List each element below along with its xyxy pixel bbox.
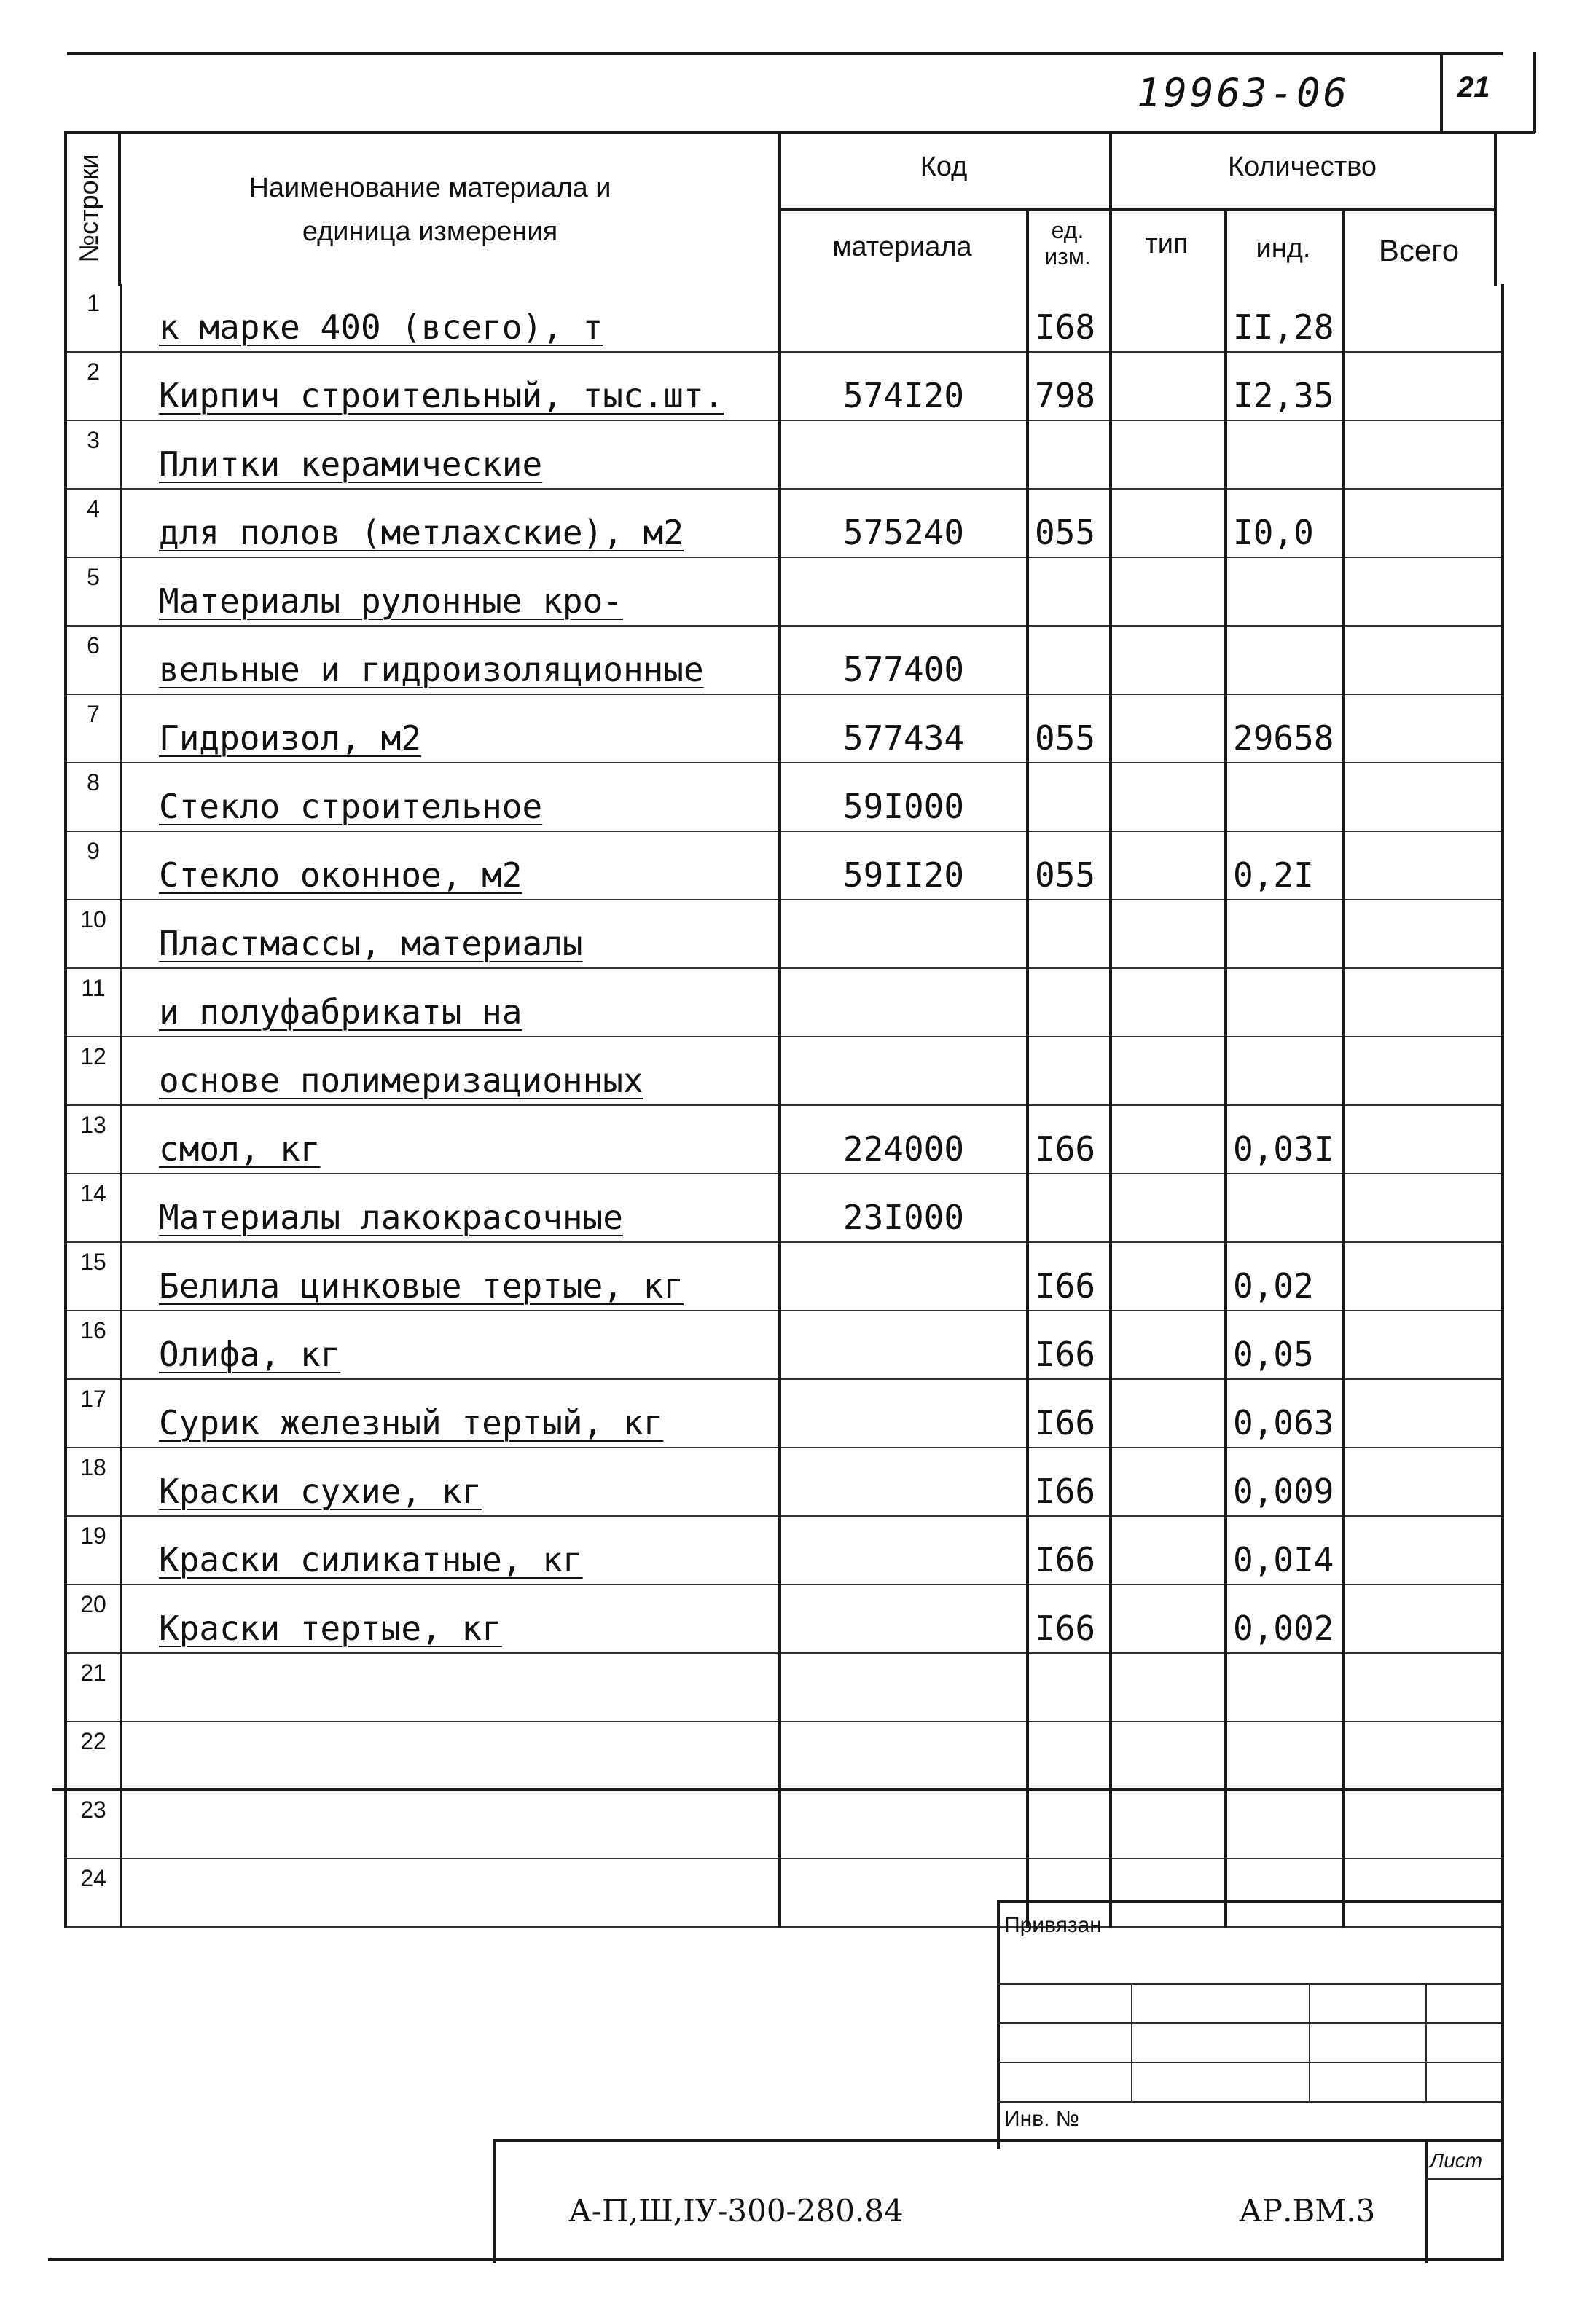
total-quantity-cell [1344, 1585, 1503, 1653]
material-code-cell [780, 1790, 1028, 1858]
sheet-number-box-right [1533, 52, 1536, 133]
type-quantity-cell [1111, 694, 1226, 763]
material-name-cell [121, 1653, 780, 1722]
type-quantity-cell [1111, 352, 1226, 420]
table-row [66, 420, 1503, 489]
row-number-cell: 24 [66, 1858, 121, 1927]
ind-quantity-cell [1226, 1037, 1344, 1105]
unit-code-cell: I66 [1028, 1379, 1111, 1448]
row-number-cell: 23 [66, 1790, 121, 1858]
row-number-cell: 13 [66, 1105, 121, 1174]
material-name-cell: к марке 400 (всего), т [121, 284, 780, 352]
total-quantity-cell [1344, 1379, 1503, 1448]
type-quantity-cell [1111, 420, 1226, 489]
bottom-block-left-line [493, 2139, 496, 2263]
type-quantity-cell [1111, 557, 1226, 626]
sheet-number: 21 [1457, 71, 1490, 103]
table-row [66, 1653, 1503, 1722]
row-number-cell: 1 [66, 284, 121, 352]
material-code-cell: 577434 [780, 694, 1028, 763]
material-name-cell: и полуфабрикаты на [121, 968, 780, 1037]
total-quantity-cell [1344, 694, 1503, 763]
material-code-cell [780, 1037, 1028, 1105]
type-quantity-cell [1111, 1516, 1226, 1585]
header-top-line [66, 131, 1535, 134]
material-code-cell [780, 420, 1028, 489]
unit-code-cell: 055 [1028, 489, 1111, 557]
table-row [66, 626, 1503, 694]
ind-quantity-cell [1226, 1722, 1344, 1790]
row-number-cell: 3 [66, 420, 121, 489]
table-row [66, 1037, 1503, 1105]
material-code-cell: 577400 [780, 626, 1028, 694]
total-quantity-cell [1344, 1448, 1503, 1516]
material-name-cell: Стекло строительное [121, 763, 780, 831]
material-name-cell: Пластмассы, материалы [121, 900, 780, 968]
unit-code-cell [1028, 1653, 1111, 1722]
stamp-left-line [997, 1901, 1000, 2149]
unit-code-cell: I66 [1028, 1516, 1111, 1585]
total-quantity-cell [1344, 557, 1503, 626]
total-quantity-cell [1344, 1858, 1503, 1927]
material-code-cell [780, 1653, 1028, 1722]
total-quantity-cell [1344, 1722, 1503, 1790]
total-quantity-cell [1344, 1311, 1503, 1379]
material-code-cell: 59II20 [780, 831, 1028, 900]
row-number-cell: 15 [66, 1242, 121, 1311]
ind-quantity-cell [1226, 763, 1344, 831]
material-name-cell: Кирпич строительный, тыс.шт. [121, 352, 780, 420]
material-name-cell: Олифа, кг [121, 1311, 780, 1379]
type-quantity-cell [1111, 1448, 1226, 1516]
table-row [66, 831, 1503, 900]
document-code: АР.ВМ.3 [1239, 2193, 1376, 2229]
table-row [66, 352, 1503, 420]
type-quantity-header: тип [1145, 229, 1189, 259]
type-quantity-cell [1111, 763, 1226, 831]
unit-code-cell [1028, 420, 1111, 489]
header-mid-line [778, 208, 1497, 211]
total-quantity-cell [1344, 1037, 1503, 1105]
table-row [66, 1379, 1503, 1448]
row-number-cell: 11 [66, 968, 121, 1037]
unit-code-cell: I68 [1028, 284, 1111, 352]
table-row [66, 284, 1503, 352]
unit-code-cell [1028, 900, 1111, 968]
unit-code-cell: I66 [1028, 1311, 1111, 1379]
ind-quantity-cell [1226, 900, 1344, 968]
ind-quantity-cell: II,28 [1226, 284, 1344, 352]
material-name-cell: Белила цинковые тертые, кг [121, 1242, 780, 1311]
material-name-cell: для полов (метлахские), м2 [121, 489, 780, 557]
ind-quantity-cell [1226, 1653, 1344, 1722]
total-quantity-cell [1344, 284, 1503, 352]
row-number-cell: 22 [66, 1722, 121, 1790]
material-name-cell: основе полимеризационных [121, 1037, 780, 1105]
quantity-column-header: Количество [1227, 152, 1377, 182]
table-row [66, 1174, 1503, 1242]
row-number-cell: 12 [66, 1037, 121, 1105]
row-number-cell: 21 [66, 1653, 121, 1722]
inventory-number-label: Инв. № [1004, 2107, 1079, 2131]
total-quantity-cell [1344, 1242, 1503, 1311]
stamp-grid-col-3 [1425, 1983, 1427, 2101]
bottom-frame-line [48, 2258, 1504, 2261]
material-name-cell [121, 1790, 780, 1858]
ind-quantity-cell: 0,02 [1226, 1242, 1344, 1311]
table-row [66, 1790, 1503, 1858]
type-quantity-cell [1111, 1311, 1226, 1379]
total-quantity-cell [1344, 420, 1503, 489]
sheet-box-left-line [1425, 2139, 1428, 2263]
table-row [66, 1858, 1503, 1927]
type-quantity-cell [1111, 1722, 1226, 1790]
type-quantity-cell [1111, 1242, 1226, 1311]
row-number-cell: 6 [66, 626, 121, 694]
type-quantity-cell [1111, 831, 1226, 900]
total-quantity-cell [1344, 831, 1503, 900]
ind-quantity-cell: 0,063 [1226, 1379, 1344, 1448]
row-number-cell: 17 [66, 1379, 121, 1448]
linked-label: Привязан [1004, 1913, 1102, 1937]
unit-code-cell [1028, 1174, 1111, 1242]
table-row [66, 694, 1503, 763]
unit-code-header: ед. изм. [1044, 217, 1091, 270]
ind-quantity-cell: 0,002 [1226, 1585, 1344, 1653]
table-row [66, 1448, 1503, 1516]
material-code-cell [780, 1858, 1028, 1927]
row-number-cell: 2 [66, 352, 121, 420]
ind-quantity-cell: 29658 [1226, 694, 1344, 763]
table-row [66, 1722, 1503, 1790]
stamp-top-line [997, 1900, 1503, 1903]
ind-quantity-cell: I0,0 [1226, 489, 1344, 557]
material-code-cell [780, 557, 1028, 626]
type-quantity-cell [1111, 1653, 1226, 1722]
material-code-cell [780, 1516, 1028, 1585]
ind-quantity-cell: 0,009 [1226, 1448, 1344, 1516]
type-quantity-cell [1111, 968, 1226, 1037]
material-code-cell: 23I000 [780, 1174, 1028, 1242]
material-code-cell: 224000 [780, 1105, 1028, 1174]
row-number-cell: 9 [66, 831, 121, 900]
row-number-cell: 5 [66, 557, 121, 626]
stamp-grid-col-1 [1131, 1983, 1132, 2101]
material-name-cell: вельные и гидроизоляционные [121, 626, 780, 694]
table-row [66, 1585, 1503, 1653]
row-number-cell: 16 [66, 1311, 121, 1379]
type-quantity-cell [1111, 626, 1226, 694]
table-row [66, 763, 1503, 831]
ind-quantity-cell [1226, 1174, 1344, 1242]
total-quantity-cell [1344, 900, 1503, 968]
ind-quantity-cell [1226, 968, 1344, 1037]
unit-code-cell [1028, 557, 1111, 626]
unit-code-cell [1028, 968, 1111, 1037]
ind-quantity-header: инд. [1256, 233, 1311, 264]
unit-code-cell: 055 [1028, 831, 1111, 900]
unit-code-cell: I66 [1028, 1448, 1111, 1516]
ind-quantity-cell [1226, 420, 1344, 489]
unit-code-cell [1028, 1790, 1111, 1858]
bottom-block-top-line [493, 2139, 1503, 2142]
total-quantity-cell [1344, 489, 1503, 557]
material-code-cell: 574I20 [780, 352, 1028, 420]
table-row [66, 557, 1503, 626]
material-code-cell [780, 968, 1028, 1037]
row-number-header: №строки [74, 154, 103, 263]
unit-code-cell [1028, 1037, 1111, 1105]
unit-code-cell [1028, 1722, 1111, 1790]
total-quantity-cell [1344, 352, 1503, 420]
document-number: 19963-06 [1137, 70, 1350, 116]
unit-code-cell: I66 [1028, 1105, 1111, 1174]
type-quantity-cell [1111, 1585, 1226, 1653]
row-number-cell: 14 [66, 1174, 121, 1242]
table-row [66, 1242, 1503, 1311]
materials-table [64, 284, 1504, 1928]
ind-quantity-cell [1226, 626, 1344, 694]
unit-code-cell: 055 [1028, 694, 1111, 763]
ind-quantity-cell: I2,35 [1226, 352, 1344, 420]
ind-quantity-cell: 0,05 [1226, 1311, 1344, 1379]
total-quantity-cell [1344, 1174, 1503, 1242]
total-quantity-cell [1344, 968, 1503, 1037]
material-name-cell: Краски силикатные, кг [121, 1516, 780, 1585]
total-quantity-cell [1344, 1516, 1503, 1585]
material-name-cell: Плитки керамические [121, 420, 780, 489]
row-number-cell: 20 [66, 1585, 121, 1653]
name-column-header: Наименование материала и единица измерения [248, 173, 611, 247]
total-quantity-cell [1344, 626, 1503, 694]
type-quantity-cell [1111, 900, 1226, 968]
sheet-box-mid-line [1425, 2178, 1503, 2180]
material-code-cell [780, 1448, 1028, 1516]
material-name-cell: Материалы лакокрасочные [121, 1174, 780, 1242]
ind-quantity-cell [1226, 1790, 1344, 1858]
type-quantity-cell [1111, 1379, 1226, 1448]
table-row [66, 1516, 1503, 1585]
stamp-grid-line-4 [997, 2101, 1503, 2103]
right-frame-line [1501, 1788, 1504, 2261]
ind-quantity-cell: 0,0I4 [1226, 1516, 1344, 1585]
unit-code-cell: I66 [1028, 1242, 1111, 1311]
material-code-cell [780, 284, 1028, 352]
table-bottom-line [52, 1788, 1503, 1791]
type-quantity-cell [1111, 1790, 1226, 1858]
type-quantity-cell [1111, 1858, 1226, 1927]
material-name-cell: Сурик железный тертый, кг [121, 1379, 780, 1448]
material-code-cell [780, 1311, 1028, 1379]
type-quantity-cell [1111, 1037, 1226, 1105]
type-quantity-cell [1111, 489, 1226, 557]
code-column-header: Код [920, 152, 968, 182]
top-frame-line [67, 52, 1503, 55]
row-number-cell: 8 [66, 763, 121, 831]
ind-quantity-cell: 0,2I [1226, 831, 1344, 900]
row-number-cell: 10 [66, 900, 121, 968]
material-name-cell: Краски тертые, кг [121, 1585, 780, 1653]
material-code-cell [780, 1585, 1028, 1653]
unit-code-cell [1028, 626, 1111, 694]
row-number-cell: 18 [66, 1448, 121, 1516]
material-code-cell: 575240 [780, 489, 1028, 557]
material-code-cell [780, 1379, 1028, 1448]
row-number-cell: 19 [66, 1516, 121, 1585]
material-name-cell [121, 1722, 780, 1790]
total-quantity-header: Всего [1378, 233, 1460, 267]
unit-code-cell: I66 [1028, 1585, 1111, 1653]
table-row [66, 1311, 1503, 1379]
material-code-cell [780, 1722, 1028, 1790]
material-name-cell [121, 1858, 780, 1927]
material-name-cell: Гидроизол, м2 [121, 694, 780, 763]
table-row [66, 968, 1503, 1037]
total-quantity-cell [1344, 1790, 1503, 1858]
table-row [66, 900, 1503, 968]
table-row [66, 1105, 1503, 1174]
material-name-cell: смол, кг [121, 1105, 780, 1174]
table-row [66, 489, 1503, 557]
material-code-cell [780, 900, 1028, 968]
total-quantity-cell [1344, 1105, 1503, 1174]
total-quantity-cell [1344, 1653, 1503, 1722]
type-quantity-cell [1111, 284, 1226, 352]
ind-quantity-cell [1226, 1858, 1344, 1927]
material-code-cell: 59I000 [780, 763, 1028, 831]
ind-quantity-cell [1226, 557, 1344, 626]
total-quantity-cell [1344, 763, 1503, 831]
row-number-cell: 7 [66, 694, 121, 763]
sheet-label: Лист [1430, 2149, 1483, 2172]
material-name-cell: Стекло оконное, м2 [121, 831, 780, 900]
unit-code-cell: 798 [1028, 352, 1111, 420]
type-quantity-cell [1111, 1174, 1226, 1242]
unit-code-cell [1028, 763, 1111, 831]
material-name-cell: Материалы рулонные кро- [121, 557, 780, 626]
material-code-cell [780, 1242, 1028, 1311]
sheet-number-box-left [1440, 52, 1443, 133]
material-code-header: материала [832, 232, 972, 262]
stamp-grid-col-2 [1309, 1983, 1310, 2101]
row-number-cell: 4 [66, 489, 121, 557]
ind-quantity-cell: 0,03I [1226, 1105, 1344, 1174]
material-name-cell: Краски сухие, кг [121, 1448, 780, 1516]
project-code: А-П,Ш,IУ-300-280.84 [568, 2193, 904, 2229]
type-quantity-cell [1111, 1105, 1226, 1174]
